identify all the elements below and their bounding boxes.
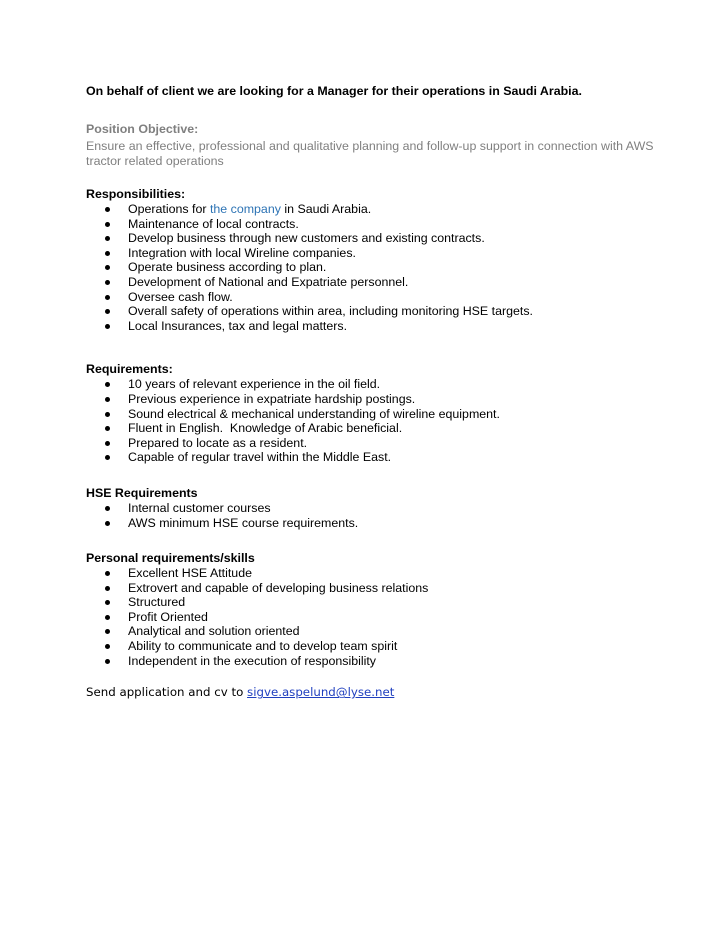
bullet-icon [105, 236, 110, 241]
bullet-icon [105, 600, 110, 605]
list-item [86, 407, 666, 422]
item-text: Oversee cash flow. [128, 289, 233, 304]
contact-line [86, 685, 666, 700]
document-page [86, 84, 666, 700]
item-text: Capable of regular travel within the Middle East. [128, 450, 392, 465]
item-text: Excellent HSE Attitude [128, 566, 252, 581]
item-text: Fluent in English. Knowledge of Arabic beneficial. [128, 421, 403, 436]
item-text: Overall safety of operations within area, including monitoring HSE targets. [128, 304, 533, 319]
item-text: 10 years of relevant experience in the oil field. [128, 377, 381, 392]
item-text: Sound electrical & mechanical understanding of wireline equipment. [128, 406, 500, 421]
bullet-icon [105, 280, 110, 285]
bullet-icon [105, 295, 110, 300]
item-text: Prepared to locate as a resident. [128, 435, 308, 450]
list-item [86, 260, 666, 275]
list-item [86, 639, 666, 654]
bullet-icon [105, 251, 110, 256]
list-item [86, 377, 666, 392]
bullet-icon [105, 324, 110, 329]
item-text-prefix: Operations for [128, 202, 210, 216]
item-text: Develop business through new customers and existing contracts. [128, 231, 485, 246]
list-item [86, 516, 666, 531]
list-item [86, 392, 666, 407]
bullet-icon [105, 382, 110, 387]
bullet-icon [105, 222, 110, 227]
item-text: AWS minimum HSE course requirements. [128, 515, 359, 530]
hse-list [86, 501, 666, 530]
item-text: Extrovert and capable of developing business relations [128, 580, 429, 595]
item-text: Independent in the execution of responsibility [128, 653, 376, 668]
bullet-icon [105, 586, 110, 591]
list-item [86, 217, 666, 232]
bullet-icon [105, 506, 110, 511]
list-item [86, 304, 666, 319]
bullet-icon [105, 659, 110, 664]
list-item [86, 436, 666, 451]
bullet-icon [105, 426, 110, 431]
item-text: Maintenance of local contracts. [128, 216, 299, 231]
list-item [86, 654, 666, 669]
bullet-icon [105, 412, 110, 417]
list-item [86, 581, 666, 596]
item-text: Ability to communicate and to develop team spirit [128, 639, 398, 654]
list-item [86, 246, 666, 261]
bullet-icon [105, 644, 110, 649]
contact-text: Send application and cv to [86, 685, 248, 700]
item-text: Development of National and Expatriate personnel. [128, 274, 409, 289]
personal-title: Personal requirements/skills [86, 551, 255, 566]
bullet-icon [105, 207, 110, 212]
bullet-icon [105, 455, 110, 460]
personal-list [86, 566, 666, 668]
company-link[interactable]: the company [209, 202, 281, 216]
list-item [86, 319, 666, 334]
list-item [86, 610, 666, 625]
responsibilities-title: Responsibilities: [86, 187, 186, 201]
headline: On behalf of client we are looking for a Manager for their operations in Saudi Arabia. [86, 84, 582, 98]
list-item [86, 450, 666, 465]
list-item [86, 202, 666, 217]
item-text-suffix: in Saudi Arabia. [280, 202, 372, 216]
item-text: Local Insurances, tax and legal matters. [128, 318, 348, 333]
list-item [86, 421, 666, 436]
bullet-icon [105, 265, 110, 270]
item-text: Analytical and solution oriented [128, 624, 300, 639]
item-text: Previous experience in expatriate hardship postings. [128, 391, 416, 406]
item-text: Internal customer courses [128, 500, 271, 515]
requirements-list [86, 377, 666, 465]
hse-title: HSE Requirements [86, 485, 198, 500]
list-item [86, 624, 666, 639]
item-text: Integration with local Wireline companies. [128, 245, 356, 260]
item-text: Structured [128, 595, 186, 610]
bullet-icon [105, 309, 110, 314]
requirements-title: Requirements: [86, 362, 173, 377]
list-item [86, 501, 666, 516]
email-link[interactable]: sigve.aspelund@lyse.net [247, 685, 395, 700]
list-item [86, 595, 666, 610]
list-item [86, 275, 666, 290]
responsibilities-list [86, 202, 666, 333]
bullet-icon [105, 441, 110, 446]
objective-title: Position Objective: [86, 122, 199, 136]
list-item [86, 566, 666, 581]
bullet-icon [105, 629, 110, 634]
bullet-icon [105, 521, 110, 526]
list-item [86, 290, 666, 305]
list-item [86, 231, 666, 246]
objective-text: Ensure an effective, professional and qualitative planning and follow-up support in connection with AWS tractor related operations [86, 139, 654, 168]
bullet-icon [105, 615, 110, 620]
bullet-icon [105, 397, 110, 402]
item-text: Operate business according to plan. [128, 260, 327, 275]
item-text: Profit Oriented [128, 609, 208, 624]
bullet-icon [105, 571, 110, 576]
